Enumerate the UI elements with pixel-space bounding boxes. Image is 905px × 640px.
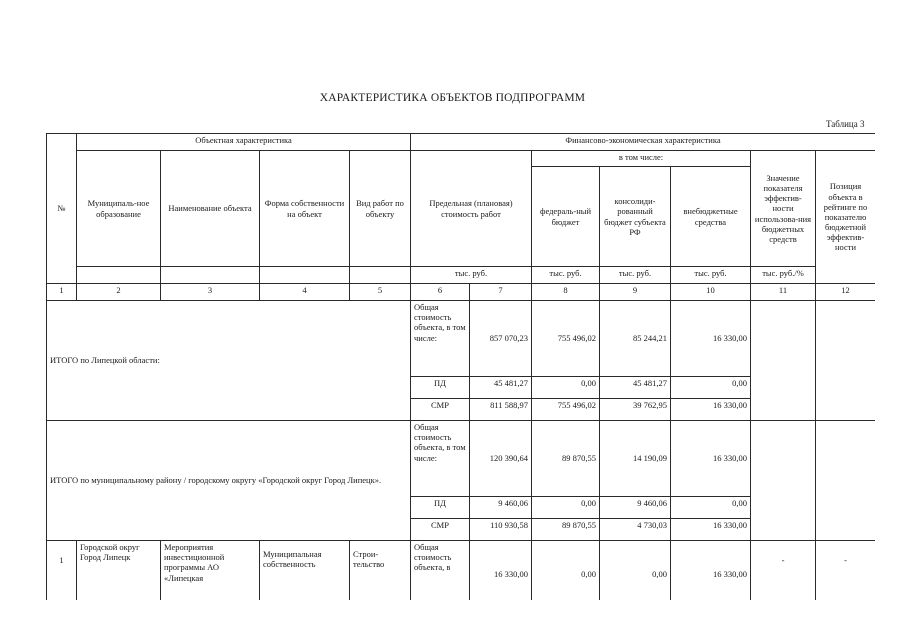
federal-value: 89 870,55 — [532, 421, 600, 497]
header-row-subgroups — [47, 151, 876, 167]
object-name: Мероприятия инвестиционной программы АО «Липецкая — [161, 541, 260, 601]
column-number: 1 — [47, 284, 77, 301]
unit-consolidated: тыс. руб. — [600, 267, 671, 284]
federal-value: 0,00 — [532, 377, 600, 399]
object-no: 1 — [47, 541, 77, 601]
cost-value: 110 930,58 — [470, 519, 532, 541]
object-ownership: Муниципальная собственность — [260, 541, 350, 601]
header-finance-group: Финансово-экономическая характеристика — [411, 134, 876, 151]
row-kind: ПД — [411, 377, 470, 399]
units-empty-2 — [77, 267, 161, 284]
offbudget-value: 16 330,00 — [671, 301, 751, 377]
federal-value: 0,00 — [532, 497, 600, 519]
header-offbudget: внебюджетные средства — [671, 167, 751, 267]
document-title: ХАРАКТЕРИСТИКА ОБЪЕКТОВ ПОДПРОГРАММ — [319, 92, 586, 104]
row-kind: СМР — [411, 399, 470, 421]
header-object-name: Наименование объекта — [161, 151, 260, 267]
units-empty-4 — [260, 267, 350, 284]
row-kind: ПД — [411, 497, 470, 519]
header-including: в том числе: — [532, 151, 751, 167]
consolidated-value: 14 190,09 — [600, 421, 671, 497]
federal-value: 89 870,55 — [532, 519, 600, 541]
units-row — [47, 267, 876, 284]
cost-value: 120 390,64 — [470, 421, 532, 497]
characteristics-table — [46, 133, 875, 600]
column-number: 7 — [470, 284, 532, 301]
column-number: 2 — [77, 284, 161, 301]
object-work-type: Строи-тельство — [350, 541, 411, 601]
object-municipality: Городской округ Город Липецк — [77, 541, 161, 601]
object-rating: - — [816, 541, 876, 601]
cost-value: 811 588,97 — [470, 399, 532, 421]
offbudget-value: 16 330,00 — [671, 399, 751, 421]
header-object-group: Объектная характеристика — [77, 134, 411, 151]
unit-offbudget: тыс. руб. — [671, 267, 751, 284]
region-total-row — [47, 301, 876, 377]
offbudget-value: 16 330,00 — [671, 421, 751, 497]
column-number: 8 — [532, 284, 600, 301]
unit-indicator: тыс. руб./% — [751, 267, 816, 284]
consolidated-value: 4 730,03 — [600, 519, 671, 541]
row-kind: Общая стоимость объекта, в том числе: — [411, 301, 470, 377]
offbudget-value: 16 330,00 — [671, 541, 751, 601]
column-number: 10 — [671, 284, 751, 301]
consolidated-value: 9 460,06 — [600, 497, 671, 519]
column-number: 4 — [260, 284, 350, 301]
header-max-cost: Предельная (плановая) стоимость работ — [411, 151, 532, 267]
federal-value: 0,00 — [532, 541, 600, 601]
header-no: № — [47, 134, 77, 284]
header-row-groups — [47, 134, 876, 151]
federal-value: 755 496,02 — [532, 399, 600, 421]
cost-value: 45 481,27 — [470, 377, 532, 399]
consolidated-value: 0,00 — [600, 541, 671, 601]
header-federal: федераль-ный бюджет — [532, 167, 600, 267]
offbudget-value: 0,00 — [671, 377, 751, 399]
column-number: 6 — [411, 284, 470, 301]
region-total-label: ИТОГО по Липецкой области: — [47, 301, 411, 421]
units-empty-3 — [161, 267, 260, 284]
header-rating: Позиция объекта в рейтинге по показателю бюджетной эффектив-ности — [816, 151, 876, 284]
header-consolidated: консолиди-рованный бюджет субъекта РФ — [600, 167, 671, 267]
column-number: 12 — [816, 284, 876, 301]
column-number: 5 — [350, 284, 411, 301]
object-indicator: - — [751, 541, 816, 601]
column-number: 3 — [161, 284, 260, 301]
cost-value: 857 070,23 — [470, 301, 532, 377]
consolidated-value: 45 481,27 — [600, 377, 671, 399]
header-work-type: Вид работ по объекту — [350, 151, 411, 267]
consolidated-value: 85 244,21 — [600, 301, 671, 377]
unit-federal: тыс. руб. — [532, 267, 600, 284]
characteristics-table-container — [46, 133, 875, 600]
cost-value: 9 460,06 — [470, 497, 532, 519]
district-total-row — [47, 421, 876, 497]
unit-cost: тыс. руб. — [411, 267, 532, 284]
table-number-label: Таблица 3 — [826, 119, 865, 129]
header-ownership: Форма собственности на объект — [260, 151, 350, 267]
consolidated-value: 39 762,95 — [600, 399, 671, 421]
region-indicator-cell — [751, 301, 816, 421]
column-number: 11 — [751, 284, 816, 301]
district-indicator-cell — [751, 421, 816, 541]
cost-value: 16 330,00 — [470, 541, 532, 601]
units-empty-5 — [350, 267, 411, 284]
row-kind: СМР — [411, 519, 470, 541]
header-municipality: Муниципаль-ное образование — [77, 151, 161, 267]
object-row — [47, 541, 876, 601]
column-number: 9 — [600, 284, 671, 301]
row-kind: Общая стоимость объекта, в — [411, 541, 470, 601]
district-total-label: ИТОГО по муниципальному району / городскому округу «Городской округ Город Липецк». — [47, 421, 411, 541]
district-rating-cell — [816, 421, 876, 541]
region-rating-cell — [816, 301, 876, 421]
column-numbers-row — [47, 284, 876, 301]
header-indicator: Значение показателя эффектив-ности использова-ния бюджетных средств — [751, 151, 816, 267]
federal-value: 755 496,02 — [532, 301, 600, 377]
offbudget-value: 16 330,00 — [671, 519, 751, 541]
offbudget-value: 0,00 — [671, 497, 751, 519]
row-kind: Общая стоимость объекта, в том числе: — [411, 421, 470, 497]
